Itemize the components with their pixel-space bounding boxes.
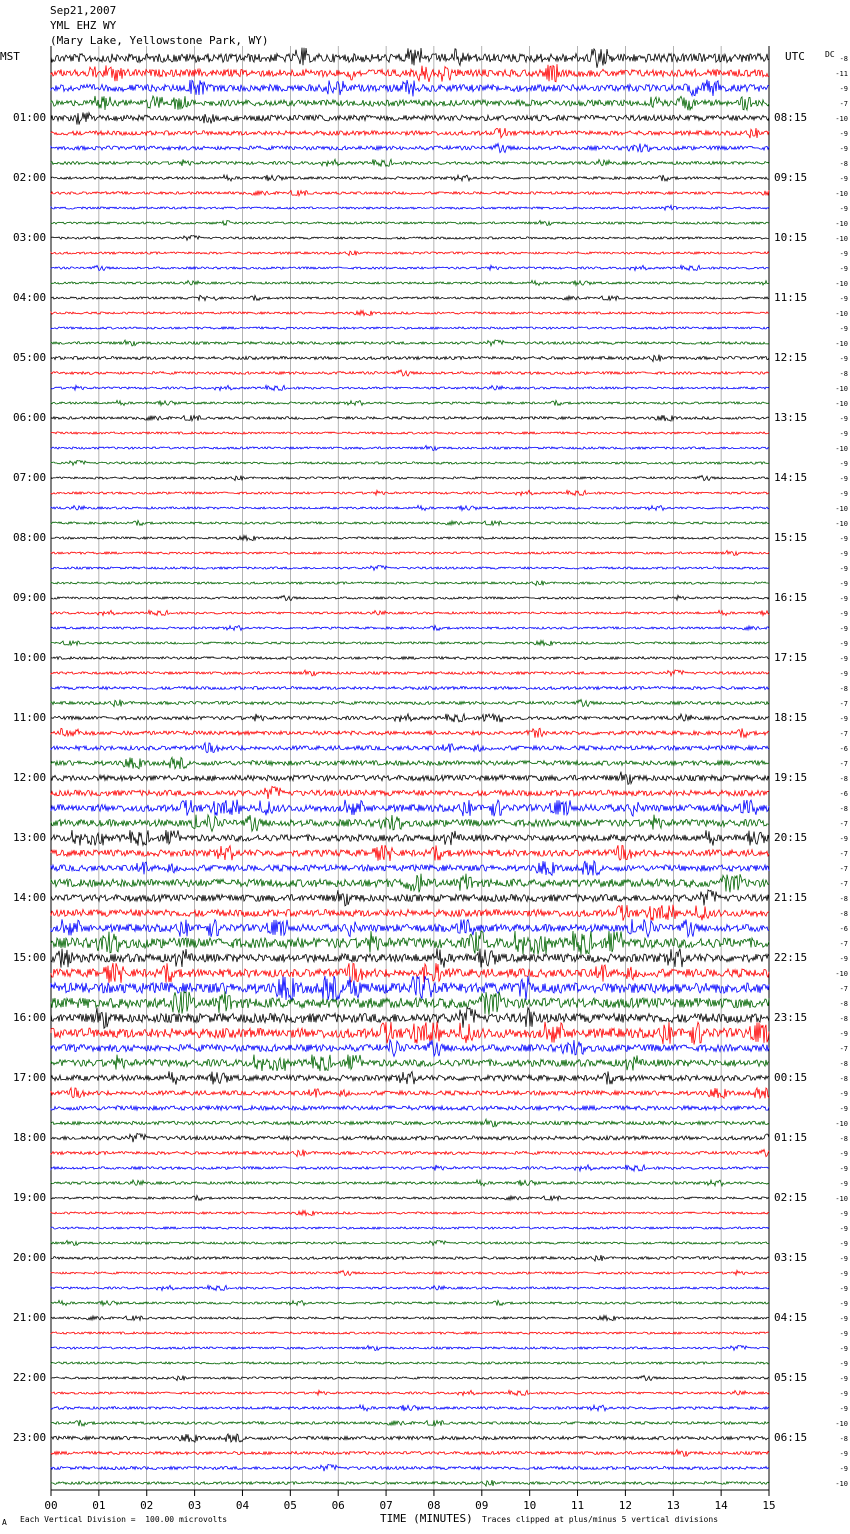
x-tick-label-14: 14 <box>714 1499 728 1512</box>
dc-offset-48: -8 <box>839 775 848 783</box>
dc-offset-30: -10 <box>835 505 848 513</box>
trace-77 <box>51 1211 769 1216</box>
trace-55 <box>51 874 769 893</box>
trace-13 <box>51 251 769 256</box>
mst-hour-label: 22:00 <box>13 1371 47 1384</box>
x-axis <box>44 1490 775 1512</box>
dc-offset-46: -6 <box>839 745 848 753</box>
trace-26 <box>51 446 769 451</box>
trace-92 <box>51 1434 769 1442</box>
dc-offset-63: -8 <box>839 1000 848 1008</box>
mst-hour-label: 14:00 <box>13 891 47 904</box>
dc-offset-9: -10 <box>835 190 848 198</box>
mst-hour-label: 16:00 <box>13 1011 47 1024</box>
trace-73 <box>51 1150 769 1157</box>
trace-87 <box>51 1362 769 1364</box>
trace-38 <box>51 626 769 631</box>
dc-offset-52: -9 <box>839 835 848 843</box>
dc-offset-76: -10 <box>835 1195 848 1203</box>
dc-offset-82: -9 <box>839 1285 848 1293</box>
station-location: (Mary Lake, Yellowstone Park, WY) <box>50 34 269 47</box>
trace-80 <box>51 1255 769 1261</box>
utc-hour-label: 12:15 <box>774 351 808 364</box>
dc-offset-42: -8 <box>839 685 848 693</box>
dc-offset-44: -9 <box>839 715 848 723</box>
dc-offset-83: -9 <box>839 1300 848 1308</box>
dc-offset-7: -8 <box>839 160 848 168</box>
trace-50 <box>51 800 769 817</box>
trace-40 <box>51 657 769 660</box>
dc-offset-60: -9 <box>839 955 848 963</box>
dc-offset-41: -9 <box>839 670 848 678</box>
mst-hour-label: 05:00 <box>13 351 47 364</box>
trace-12 <box>51 236 769 241</box>
dc-offset-16: -9 <box>839 295 848 303</box>
trace-11 <box>51 221 769 226</box>
trace-5 <box>51 128 769 138</box>
dc-offset-37: -9 <box>839 610 848 618</box>
trace-49 <box>51 786 769 799</box>
utc-hour-label: 06:15 <box>774 1431 808 1444</box>
dc-offset-70: -9 <box>839 1105 848 1113</box>
x-tick-label-13: 13 <box>666 1499 680 1512</box>
dc-offset-54: -7 <box>839 865 848 873</box>
dc-offset-61: -10 <box>835 970 848 978</box>
dc-offset-32: -9 <box>839 535 848 543</box>
dc-offset-67: -8 <box>839 1060 848 1068</box>
mst-hour-label: 23:00 <box>13 1431 47 1444</box>
mst-hour-label: 02:00 <box>13 171 47 184</box>
mst-hour-label: 17:00 <box>13 1071 47 1084</box>
dc-offset-35: -9 <box>839 580 848 588</box>
trace-32 <box>51 536 769 541</box>
x-tick-label-6: 06 <box>331 1499 345 1512</box>
dc-offset-18: -9 <box>839 325 848 333</box>
dc-offset-39: -9 <box>839 640 848 648</box>
x-tick-label-2: 02 <box>140 1499 154 1512</box>
dc-offset-27: -9 <box>839 460 848 468</box>
dc-offset-14: -9 <box>839 265 848 273</box>
utc-hour-label: 20:15 <box>774 831 808 844</box>
trace-85 <box>51 1332 769 1334</box>
utc-hour-label: 03:15 <box>774 1251 808 1264</box>
trace-29 <box>51 490 769 495</box>
trace-18 <box>51 327 769 329</box>
trace-2 <box>51 80 769 97</box>
dc-offset-85: -9 <box>839 1330 848 1338</box>
trace-54 <box>51 861 769 876</box>
trace-21 <box>51 370 769 376</box>
dc-offset-87: -9 <box>839 1360 848 1368</box>
mst-hour-label: 19:00 <box>13 1191 47 1204</box>
x-axis-title: TIME (MINUTES) <box>380 1512 473 1525</box>
utc-hour-label: 17:15 <box>774 651 808 664</box>
trace-48 <box>51 772 769 785</box>
utc-hour-label: 00:15 <box>774 1071 808 1084</box>
utc-hour-label: 11:15 <box>774 291 808 304</box>
trace-60 <box>51 948 769 967</box>
trace-78 <box>51 1227 769 1229</box>
dc-offset-73: -9 <box>839 1150 848 1158</box>
dc-offset-22: -10 <box>835 385 848 393</box>
dc-offset-79: -9 <box>839 1240 848 1248</box>
mst-hour-label: 03:00 <box>13 231 47 244</box>
dc-offset-17: -10 <box>835 310 848 318</box>
trace-10 <box>51 205 769 210</box>
x-tick-label-4: 04 <box>235 1499 250 1512</box>
dc-offset-84: -9 <box>839 1315 848 1323</box>
trace-34 <box>51 566 769 571</box>
dc-offset-91: -10 <box>835 1420 848 1428</box>
dc-offset-59: -7 <box>839 940 848 948</box>
x-tick-label-11: 11 <box>570 1499 585 1512</box>
trace-71 <box>51 1119 769 1127</box>
dc-offset-89: -9 <box>839 1390 848 1398</box>
utc-hour-label: 16:15 <box>774 591 808 604</box>
mst-hour-label: 07:00 <box>13 471 47 484</box>
trace-6 <box>51 144 769 153</box>
trace-65 <box>51 1022 769 1045</box>
trace-0 <box>51 48 769 68</box>
x-tick-label-3: 03 <box>187 1499 202 1512</box>
dc-offset-56: -8 <box>839 895 848 903</box>
x-tick-label-10: 10 <box>523 1499 537 1512</box>
trace-16 <box>51 295 769 300</box>
station-code: YML EHZ WY <box>50 19 117 32</box>
trace-56 <box>51 890 769 906</box>
trace-75 <box>51 1180 769 1186</box>
trace-76 <box>51 1196 769 1201</box>
trace-35 <box>51 581 769 586</box>
dc-offset-53: -7 <box>839 850 848 858</box>
dc-offset-49: -6 <box>839 790 848 798</box>
dc-offset-2: -9 <box>839 85 848 93</box>
x-tick-label-9: 09 <box>475 1499 489 1512</box>
trace-70 <box>51 1106 769 1110</box>
trace-3 <box>51 96 769 111</box>
trace-83 <box>51 1300 769 1305</box>
dc-offset-43: -7 <box>839 700 848 708</box>
dc-offset-66: -7 <box>839 1045 848 1053</box>
dc-offset-34: -9 <box>839 565 848 573</box>
dc-offset-50: -8 <box>839 805 848 813</box>
dc-offset-58: -6 <box>839 925 848 933</box>
trace-58 <box>51 919 769 937</box>
trace-88 <box>51 1376 769 1381</box>
dc-offset-88: -9 <box>839 1375 848 1383</box>
trace-45 <box>51 728 769 737</box>
utc-hour-label: 01:15 <box>774 1131 808 1144</box>
mst-hour-label: 21:00 <box>13 1311 47 1324</box>
trace-4 <box>51 112 769 124</box>
dc-offset-19: -10 <box>835 340 848 348</box>
trace-7 <box>51 159 769 166</box>
trace-94 <box>51 1464 769 1471</box>
x-tick-label-8: 08 <box>427 1499 441 1512</box>
x-tick-label-15: 15 <box>762 1499 776 1512</box>
utc-hour-label: 02:15 <box>774 1191 808 1204</box>
trace-90 <box>51 1405 769 1411</box>
trace-8 <box>51 175 769 181</box>
utc-hour-label: 21:15 <box>774 891 808 904</box>
dc-offset-5: -9 <box>839 130 848 138</box>
utc-hour-label: 05:15 <box>774 1371 808 1384</box>
trace-66 <box>51 1040 769 1057</box>
utc-hour-label: 18:15 <box>774 711 808 724</box>
dc-offset-10: -9 <box>839 205 848 213</box>
utc-hour-label: 22:15 <box>774 951 808 964</box>
dc-offset-92: -8 <box>839 1435 848 1443</box>
trace-81 <box>51 1270 769 1275</box>
x-tick-label-1: 01 <box>92 1499 106 1512</box>
utc-hour-label: 14:15 <box>774 471 808 484</box>
mst-hour-label: 01:00 <box>13 111 47 124</box>
trace-36 <box>51 595 769 600</box>
dc-offset-68: -8 <box>839 1075 848 1083</box>
mst-hour-label: 18:00 <box>13 1131 47 1144</box>
trace-27 <box>51 461 769 466</box>
trace-93 <box>51 1450 769 1457</box>
mst-hour-label: 04:00 <box>13 291 47 304</box>
trace-89 <box>51 1390 769 1395</box>
trace-15 <box>51 280 769 285</box>
dc-offset-81: -9 <box>839 1270 848 1278</box>
dc-offset-24: -9 <box>839 415 848 423</box>
trace-37 <box>51 610 769 615</box>
mst-hour-label: 11:00 <box>13 711 47 724</box>
trace-64 <box>51 1007 769 1028</box>
trace-42 <box>51 687 769 690</box>
dc-offset-8: -9 <box>839 175 848 183</box>
trace-63 <box>51 991 769 1015</box>
trace-69 <box>51 1088 769 1098</box>
dc-offset-80: -9 <box>839 1255 848 1263</box>
dc-offset-11: -10 <box>835 220 848 228</box>
mst-hour-label: 15:00 <box>13 951 47 964</box>
trace-72 <box>51 1133 769 1142</box>
utc-hour-label: 13:15 <box>774 411 808 424</box>
mst-hour-label: 09:00 <box>13 591 47 604</box>
utc-hour-label: 09:15 <box>774 171 808 184</box>
trace-79 <box>51 1241 769 1246</box>
dc-offset-28: -9 <box>839 475 848 483</box>
dc-offset-33: -9 <box>839 550 848 558</box>
dc-offset-72: -8 <box>839 1135 848 1143</box>
left-timezone-label: MST <box>0 50 20 63</box>
scale-note: Each Vertical Division = 100.00 microvolts <box>20 1515 228 1524</box>
trace-39 <box>51 641 769 646</box>
dc-offset-93: -9 <box>839 1450 848 1458</box>
utc-hour-label: 15:15 <box>774 531 808 544</box>
dc-offset-21: -8 <box>839 370 848 378</box>
trace-46 <box>51 743 769 753</box>
x-tick-label-5: 05 <box>283 1499 297 1512</box>
dc-offset-65: -9 <box>839 1030 848 1038</box>
mst-hour-label: 12:00 <box>13 771 47 784</box>
x-tick-label-0: 00 <box>44 1499 58 1512</box>
dc-offset-45: -7 <box>839 730 848 738</box>
mst-hour-label: 20:00 <box>13 1251 47 1264</box>
dc-offset-23: -10 <box>835 400 848 408</box>
trace-52 <box>51 830 769 846</box>
dc-offset-94: -9 <box>839 1465 848 1473</box>
mst-hour-label: 10:00 <box>13 651 47 664</box>
clip-note: Traces clipped at plus/minus 5 vertical divisions <box>482 1515 719 1524</box>
trace-20 <box>51 355 769 362</box>
utc-hour-label: 23:15 <box>774 1011 808 1024</box>
dc-offset-3: -7 <box>839 100 848 108</box>
trace-91 <box>51 1420 769 1426</box>
trace-28 <box>51 476 769 481</box>
plot-date: Sep21,2007 <box>50 4 117 17</box>
dc-offset-62: -7 <box>839 985 848 993</box>
trace-67 <box>51 1055 769 1072</box>
mst-hour-label: 06:00 <box>13 411 47 424</box>
seismic-traces <box>51 48 848 1488</box>
utc-hour-label: 08:15 <box>774 111 808 124</box>
dc-offset-77: -9 <box>839 1210 848 1218</box>
corner-mark: A <box>2 1518 7 1527</box>
trace-24 <box>51 415 769 421</box>
trace-47 <box>51 757 769 768</box>
dc-offset-47: -7 <box>839 760 848 768</box>
right-timezone-label: UTC <box>785 50 805 63</box>
trace-95 <box>51 1480 769 1486</box>
dc-offset-40: -9 <box>839 655 848 663</box>
trace-61 <box>51 963 769 983</box>
trace-51 <box>51 815 769 832</box>
dc-offset-26: -10 <box>835 445 848 453</box>
dc-offset-55: -7 <box>839 880 848 888</box>
dc-offset-6: -9 <box>839 145 848 153</box>
dc-offset-78: -9 <box>839 1225 848 1233</box>
dc-offset-31: -10 <box>835 520 848 528</box>
trace-17 <box>51 311 769 316</box>
dc-offset-71: -10 <box>835 1120 848 1128</box>
trace-53 <box>51 845 769 861</box>
trace-62 <box>51 976 769 1000</box>
trace-84 <box>51 1316 769 1321</box>
dc-offset-13: -9 <box>839 250 848 258</box>
dc-offset-12: -10 <box>835 235 848 243</box>
trace-44 <box>51 714 769 722</box>
x-tick-label-7: 07 <box>379 1499 393 1512</box>
dc-offset-4: -10 <box>835 115 848 123</box>
trace-30 <box>51 505 769 510</box>
trace-86 <box>51 1346 769 1351</box>
dc-offset-51: -7 <box>839 820 848 828</box>
trace-9 <box>51 190 769 196</box>
trace-31 <box>51 521 769 526</box>
utc-hour-label: 04:15 <box>774 1311 808 1324</box>
dc-offset-90: -9 <box>839 1405 848 1413</box>
trace-33 <box>51 551 769 556</box>
trace-1 <box>51 64 769 82</box>
dc-offset-69: -9 <box>839 1090 848 1098</box>
dc-offset-15: -10 <box>835 280 848 288</box>
mst-hour-label: 08:00 <box>13 531 47 544</box>
trace-14 <box>51 265 769 270</box>
dc-offset-25: -9 <box>839 430 848 438</box>
trace-19 <box>51 340 769 346</box>
dc-offset-74: -9 <box>839 1165 848 1173</box>
dc-offset-57: -8 <box>839 910 848 918</box>
dc-offset-20: -9 <box>839 355 848 363</box>
dc-offset-1: -11 <box>835 70 848 78</box>
trace-82 <box>51 1285 769 1290</box>
trace-22 <box>51 385 769 390</box>
dc-offset-38: -9 <box>839 625 848 633</box>
trace-68 <box>51 1071 769 1084</box>
dc-offset-75: -9 <box>839 1180 848 1188</box>
trace-59 <box>51 931 769 955</box>
trace-43 <box>51 700 769 707</box>
mst-hour-label: 13:00 <box>13 831 47 844</box>
trace-74 <box>51 1165 769 1171</box>
dc-label: DC <box>825 50 835 59</box>
utc-hour-label: 19:15 <box>774 771 808 784</box>
dc-offset-0: -8 <box>839 55 848 63</box>
trace-23 <box>51 400 769 405</box>
trace-57 <box>51 905 769 921</box>
dc-offset-95: -10 <box>835 1480 848 1488</box>
trace-41 <box>51 670 769 676</box>
dc-offset-29: -9 <box>839 490 848 498</box>
utc-hour-label: 10:15 <box>774 231 808 244</box>
x-tick-label-12: 12 <box>618 1499 633 1512</box>
dc-offset-86: -9 <box>839 1345 848 1353</box>
dc-offset-36: -9 <box>839 595 848 603</box>
dc-offset-64: -8 <box>839 1015 848 1023</box>
trace-25 <box>51 432 769 434</box>
